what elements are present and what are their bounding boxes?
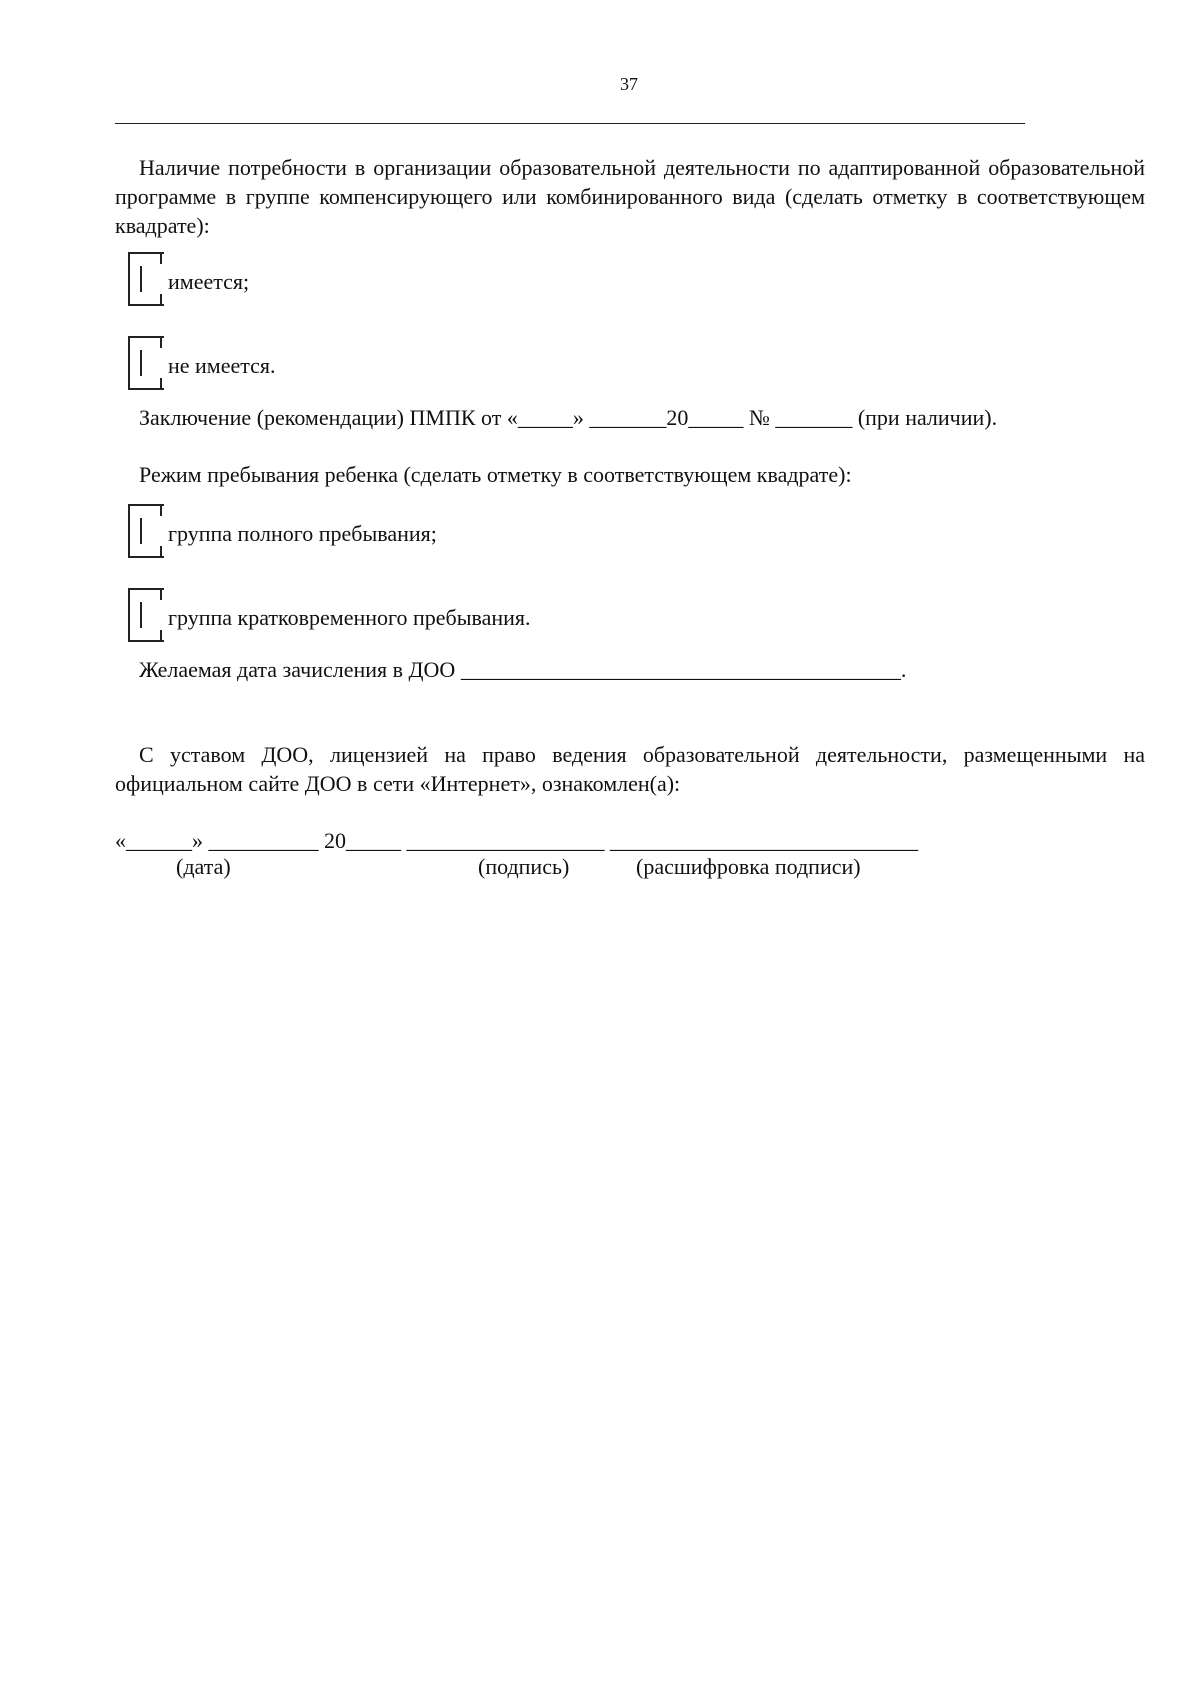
stay-mode-heading: Режим пребывания ребенка (сделать отметку в соответствующем квадрате): [139, 462, 852, 487]
pmpk-conclusion-line: Заключение (рекомендации) ПМПК от «_____» _______20_____ № _______ (при наличии). [139, 405, 998, 430]
signature-captions [0, 852, 1200, 882]
option-full-stay[interactable] [128, 503, 437, 559]
desired-date-line: Желаемая дата зачисления в ДОО ________________________________________. [139, 657, 907, 682]
decoding-caption: (расшифровка подписи) [636, 854, 861, 879]
header-rule [115, 123, 1025, 124]
page-number: 37 [620, 74, 638, 94]
checkbox[interactable] [128, 504, 162, 558]
checkbox[interactable] [128, 252, 162, 306]
acknowledgement-paragraph: С уставом ДОО, лицензией на право ведения образовательной деятельности, размещенными на официальном сайте ДОО в сети «Интернет», ознакомлен(а): [115, 742, 1145, 796]
option-no-need[interactable] [128, 335, 276, 391]
signature-line: «______» __________ 20_____ __________________ ____________________________ [115, 828, 918, 853]
date-caption: (дата) [176, 854, 231, 879]
checkbox[interactable] [128, 588, 162, 642]
option-has-need[interactable] [128, 251, 249, 307]
option-label: группа кратковременного пребывания. [168, 604, 531, 630]
need-paragraph: Наличие потребности в организации образовательной деятельности по адаптированной образовательной программе в группе компенсирующего или комбинированного вида (сделать отметку в соответствующем квадрате): [115, 155, 1145, 238]
option-label: не имеется. [168, 352, 276, 378]
signature-caption: (подпись) [478, 854, 570, 879]
option-short-stay[interactable] [128, 587, 531, 643]
option-label: группа полного пребывания; [168, 520, 437, 546]
checkbox[interactable] [128, 336, 162, 390]
option-label: имеется; [168, 268, 250, 294]
